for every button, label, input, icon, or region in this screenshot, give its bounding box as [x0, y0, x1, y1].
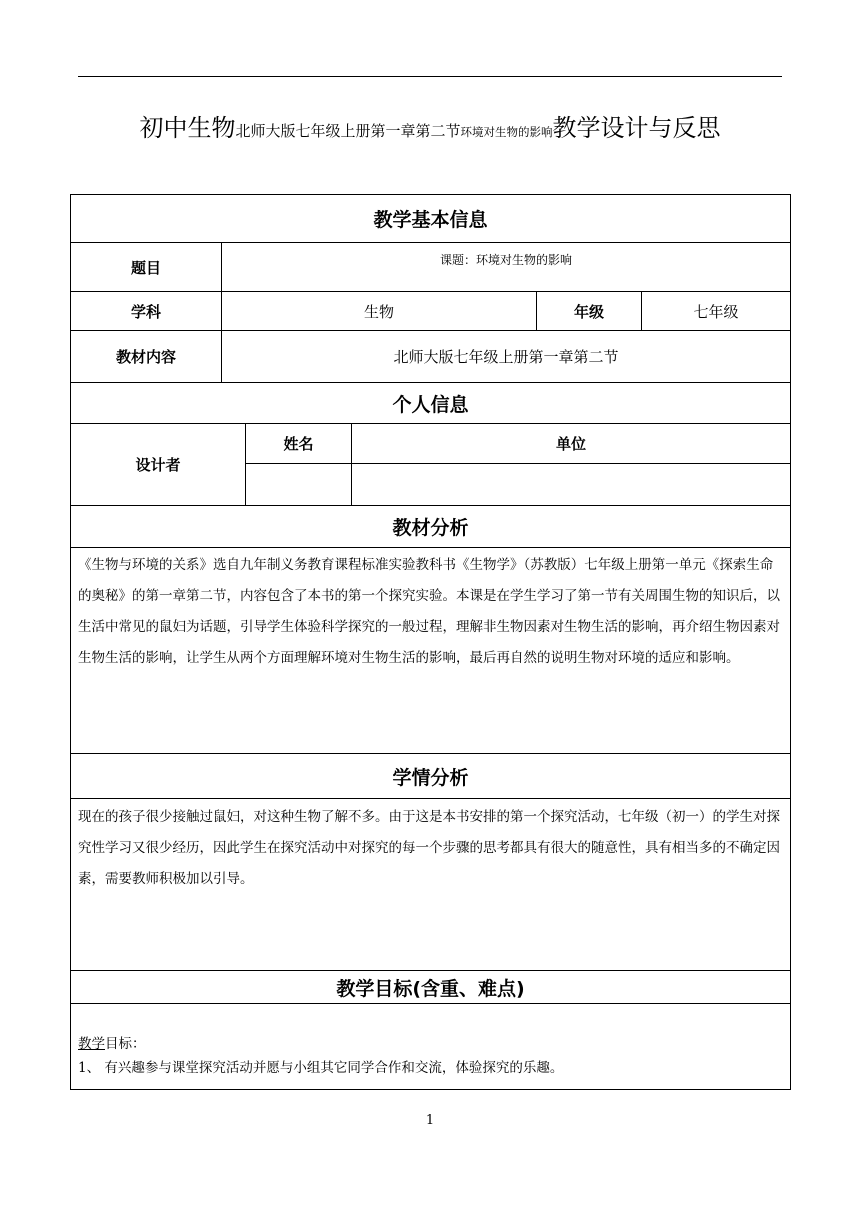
name-label: 姓名 [246, 424, 352, 464]
grade-label: 年级 [537, 292, 642, 331]
document-title [0, 110, 860, 150]
basic-info-heading: 教学基本信息 [71, 195, 791, 243]
subject-value: 生物 [222, 292, 537, 331]
topic-value: 课题：环境对生物的影响 [222, 243, 791, 292]
lesson-plan-table [70, 194, 791, 1090]
student-analysis-heading: 学情分析 [71, 754, 791, 799]
subject-label: 学科 [71, 292, 222, 331]
material-value: 北师大版七年级上册第一章第二节 [222, 331, 791, 383]
teaching-goals-content [71, 1004, 791, 1090]
unit-label: 单位 [352, 424, 791, 464]
personal-info-heading: 个人信息 [71, 383, 791, 424]
textbook-analysis-text: 《生物与环境的关系》选自九年制义务教育课程标准实验教科书《生物学》（苏教版）七年级上册第一单元《探索生命的奥秘》的第一章第二节，内容包含了本书的第一个探究实验。本课是在学生学习了第一节有关周围生物的知识后，以生活中常见的鼠妇为话题，引导学生体验科学探究的一般过程，理解非生物因素对生物生活的影响，再介绍生物因素对生物生活的影响，让学生从两个方面理解环境对生物生活的影响，最后再自然的说明生物对环境的适应和影响。 [71, 548, 791, 754]
teaching-goals-heading: 教学目标(含重、难点) [71, 971, 791, 1004]
grade-value: 七年级 [642, 292, 791, 331]
unit-value [352, 464, 791, 506]
designer-label: 设计者 [71, 424, 246, 506]
goals-subheading-underlined: 教学 [78, 1036, 105, 1052]
header-rule [78, 76, 782, 77]
title-part-4: 教学设计与反思 [552, 114, 721, 142]
name-value [246, 464, 352, 506]
goal-item-1: 1、 有兴趣参与课堂探究活动并愿与小组其它同学合作和交流，体验探究的乐趣。 [78, 1060, 564, 1076]
material-label: 教材内容 [71, 331, 222, 383]
textbook-analysis-heading: 教材分析 [71, 506, 791, 548]
page-number: 1 [425, 1113, 435, 1128]
goals-subheading-rest: 目标： [105, 1036, 146, 1052]
topic-label: 题目 [71, 243, 222, 292]
goals-subheading [78, 1032, 786, 1056]
student-analysis-text: 现在的孩子很少接触过鼠妇，对这种生物了解不多。由于这是本书安排的第一个探究活动，七年级（初一）的学生对探究性学习又很少经历，因此学生在探究活动中对探究的每一个步骤的思考都具有很大的随意性，具有相当多的不确定因素，需要教师积极加以引导。 [71, 799, 791, 971]
title-part-1: 初中生物 [139, 114, 236, 142]
title-part-2: 北师大版七年级上册第一章第二节 [235, 122, 461, 140]
title-part-3: 环境对生物的影响 [460, 125, 553, 139]
